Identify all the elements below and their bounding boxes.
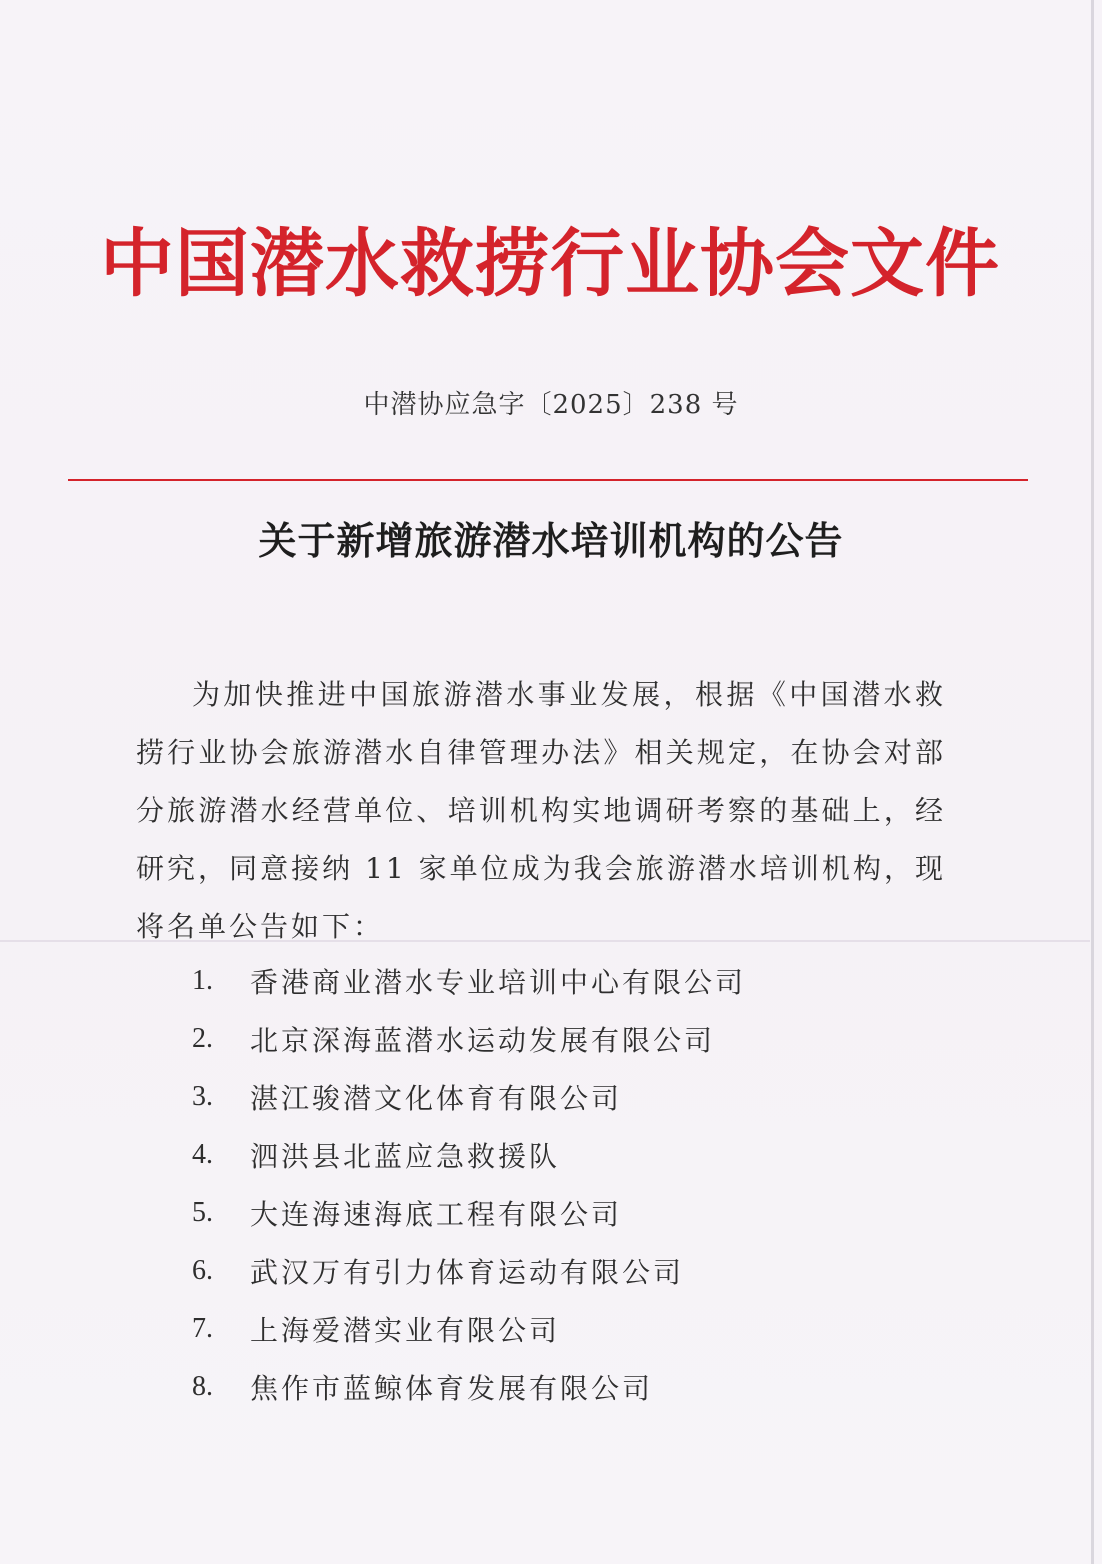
list-item xyxy=(192,1184,746,1242)
list-item-name: 大连海速海底工程有限公司 xyxy=(250,1198,623,1231)
list-item-number: 4. xyxy=(192,1139,213,1170)
list-item-number: 6. xyxy=(192,1255,213,1286)
list-item-name: 上海爱潜实业有限公司 xyxy=(250,1314,561,1347)
list-item xyxy=(192,1300,746,1358)
list-item xyxy=(192,952,746,1010)
institution-list xyxy=(192,952,746,1416)
list-item-name: 焦作市蓝鲸体育发展有限公司 xyxy=(250,1372,654,1405)
list-item xyxy=(192,1242,746,1300)
list-item-number: 8. xyxy=(192,1371,213,1402)
list-item xyxy=(192,1068,746,1126)
document-number: 中潜协应急字〔2025〕238 号 xyxy=(363,390,739,420)
notice-paragraph: 为加快推进中国旅游潜水事业发展，根据《中国潜水救捞行业协会旅游潜水自律管理办法》相关规定，在协会对部分旅游潜水经营单位、培训机构实地调研考察的基础上，经研究，同意接纳 11 家单位成为我会旅游潜水培训机构，现将名单公告如下： xyxy=(136,678,946,943)
list-item-number: 3. xyxy=(192,1081,213,1112)
list-item-name: 湛江骏潜文化体育有限公司 xyxy=(250,1082,623,1115)
paper-edge xyxy=(1091,0,1094,1564)
list-item-number: 1. xyxy=(192,965,213,996)
list-item-number: 7. xyxy=(192,1313,213,1344)
list-item-name: 泗洪县北蓝应急救援队 xyxy=(250,1140,561,1173)
list-item-name: 香港商业潜水专业培训中心有限公司 xyxy=(250,966,747,999)
list-item-number: 2. xyxy=(192,1023,213,1054)
list-item xyxy=(192,1358,746,1416)
masthead-title: 中国潜水救捞行业协会文件 xyxy=(100,221,1000,307)
list-item xyxy=(192,1126,746,1184)
notice-title: 关于新增旅游潜水培训机构的公告 xyxy=(258,518,844,563)
list-item-name: 北京深海蓝潜水运动发展有限公司 xyxy=(250,1024,716,1057)
list-item-number: 5. xyxy=(192,1197,213,1228)
list-item-name: 武汉万有引力体育运动有限公司 xyxy=(250,1256,685,1289)
list-item xyxy=(192,1010,746,1068)
red-divider xyxy=(68,479,1028,481)
